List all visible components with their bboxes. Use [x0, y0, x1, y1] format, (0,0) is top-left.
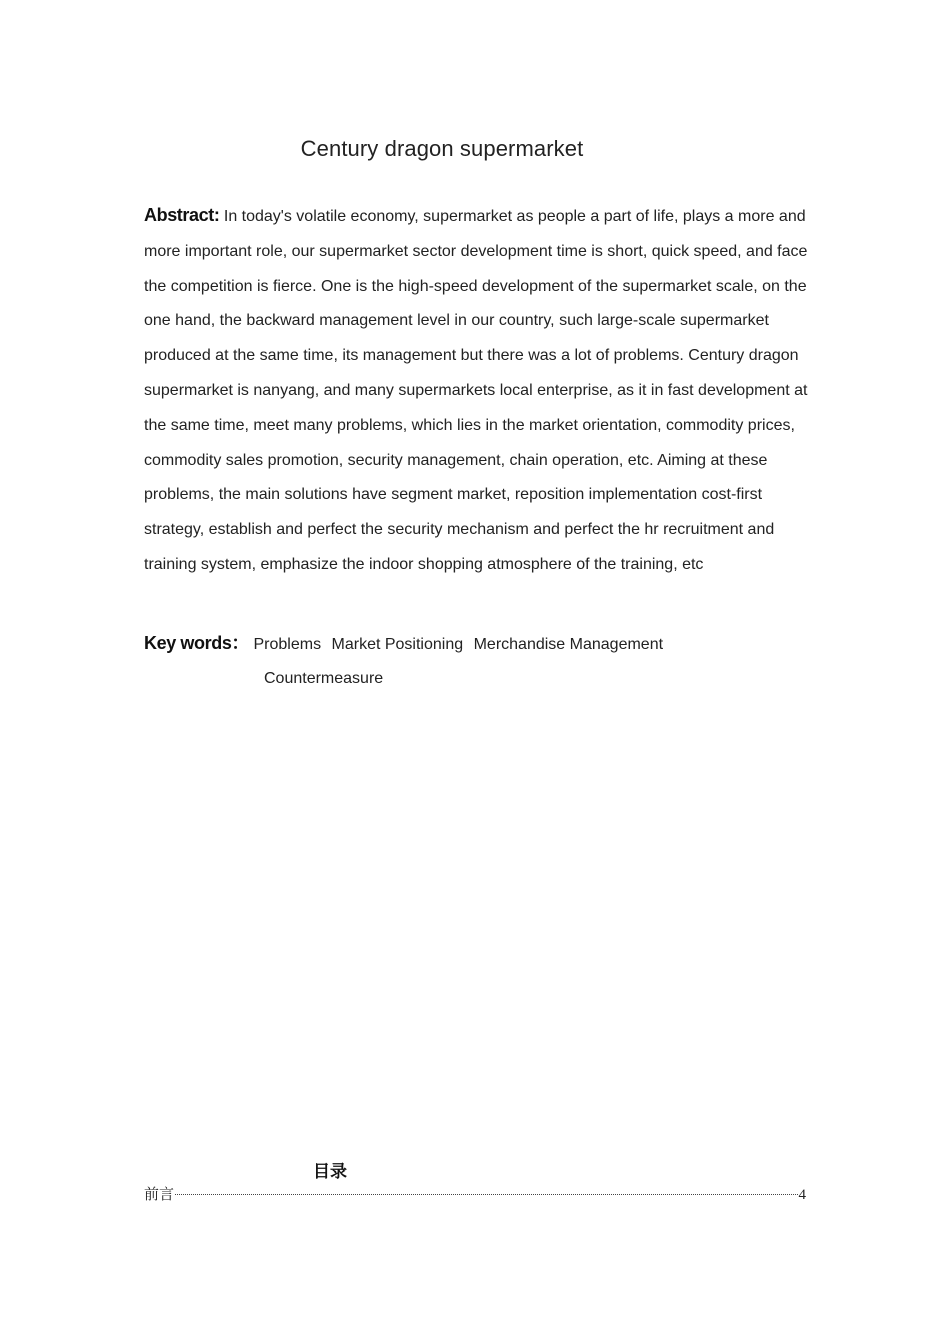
keywords-section — [144, 626, 809, 696]
document-title: Century dragon supermarket — [300, 136, 584, 161]
keyword-item: Countermeasure — [264, 670, 384, 687]
abstract-section — [144, 198, 809, 583]
keyword-item: Market Positioning — [331, 636, 464, 653]
toc-entry[interactable] — [144, 1183, 806, 1205]
toc-entry-label: 前言 — [144, 1187, 175, 1203]
keyword-item: Problems — [253, 636, 322, 653]
keywords-line-2 — [144, 662, 809, 696]
abstract-label: Abstract: — [144, 205, 220, 225]
toc-entry-page: 4 — [798, 1187, 806, 1203]
toc-heading: 目录 — [313, 1162, 347, 1182]
keywords-label: Key words： — [144, 633, 250, 653]
abstract-text: In today's volatile economy, supermarket as people a part of life, plays a more and more important role, our supermarket sector development time is short, quick speed, and face the competition is fierce. One is the high-speed development of the supermarket scale, on the one hand, the backward management level in our country, such large-scale supermarket produced at the same time, its management but there was a lot of problems. Century dragon supermarket is nanyang, and many supermarkets local enterprise, as it in fast development at the same time, meet many problems, which lies in the market orientation, commodity prices, commodity sales promotion, security management, chain operation, etc. Aiming at these problems, the main solutions have segment market, reposition implementation cost-first strategy, establish and perfect the security mechanism and perfect the hr recruitment and training system, emphasize the indoor shopping atmosphere of the training, etc — [144, 208, 808, 573]
keywords-line-1 — [144, 626, 809, 662]
toc-dot-leader — [175, 1194, 797, 1195]
keyword-item: Merchandise Management — [473, 636, 664, 653]
